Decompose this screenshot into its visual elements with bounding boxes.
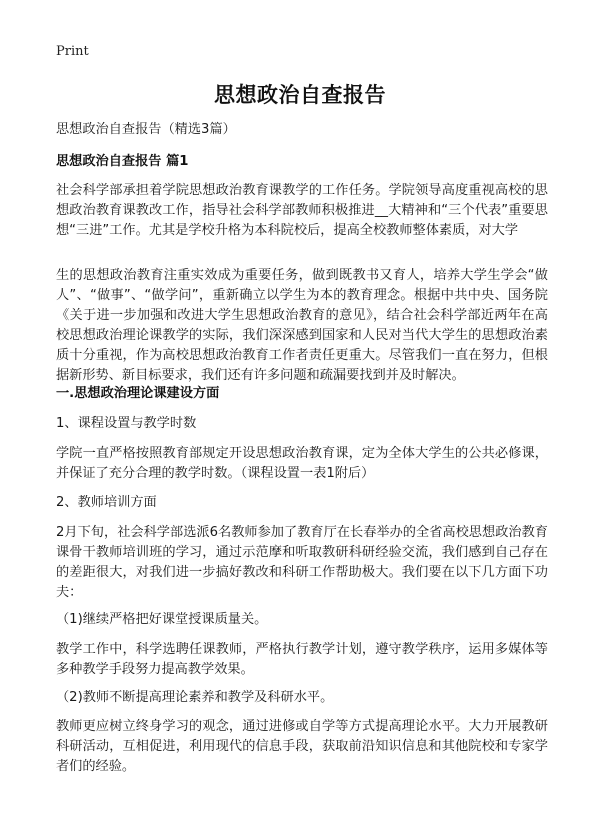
- paragraph-1: 社会科学部承担着学院思想政治教育课教学的工作任务。学院领导高度重视高校的思想政治教育课教改工作，指导社会科学部教师积极推进__大精神和“三个代表”重要思想“三进”工作。尤其是学校升格为本科院校后，提高全校教师整体素质，对大学: [56, 183, 548, 238]
- paragraph-4: 2月下旬，社会科学部选派6名教师参加了教育厅在长春举办的全省高校思想政治教育课骨干教师培训班的学习，通过示范摩和听取教研科研经验交流，我们感到自己存在的差距很大，对我们进一步搞好教改和科研工作帮助极大。我们要在以下几方面下功夫：: [56, 525, 548, 600]
- paragraph-3: 学院一直严格按照教育部规定开设思想政治教育课，定为全体大学生的公共必修课，并保证了充分合理的教学时数。（课程设置一表1附后）: [56, 446, 548, 481]
- subitem-1: （1)继续严格把好课堂授课质量关。: [56, 612, 268, 627]
- paragraph-5: 教学工作中，科学选聘任课教师，严格执行教学计划，遵守教学秩序，运用多媒体等多种教学手段努力提高教学效果。: [56, 642, 548, 677]
- document-title: 思想政治自查报告: [214, 83, 386, 107]
- heading-theory-course: 一.思想政治理论课建设方面: [56, 386, 220, 401]
- section-heading: 思想政治自查报告 篇1: [56, 154, 189, 169]
- paragraph-2: 生的思想政治教育注重实效成为重要任务，做到既教书又育人，培养大学生学会“做人”、“做事”、“做学问”，重新确立以学生为本的教育理念。根据中共中央、国务院《关于进一步加强和改进大学生思想政治教育的意见》，结合社会科学部近两年在高校思想政治理论课教学的实际，我们深深感到国家和人民对当代大学生的思想政治素质十分重视，作为高校思想政治教育工作者责任更重大。尽管我们一直在努力，但根据新形势、新目标要求，我们还有许多问题和疏漏要找到并及时解决。: [56, 268, 548, 383]
- paragraph-6: 教师更应树立终身学习的观念，通过进修或自学等方式提高理论水平。大力开展教研科研活动，互相促进，利用现代的信息手段，获取前沿知识信息和其他院校和专家学者们的经验。: [56, 719, 548, 774]
- item-teacher-training: 2、教师培训方面: [56, 495, 157, 510]
- item-course-setting: 1、课程设置与教学时数: [56, 416, 197, 431]
- print-link[interactable]: Print: [56, 44, 89, 59]
- subitem-2: （2)教师不断提高理论素养和教学及科研水平。: [56, 690, 334, 705]
- document-subtitle: 思想政治自查报告（精选3篇）: [56, 122, 236, 137]
